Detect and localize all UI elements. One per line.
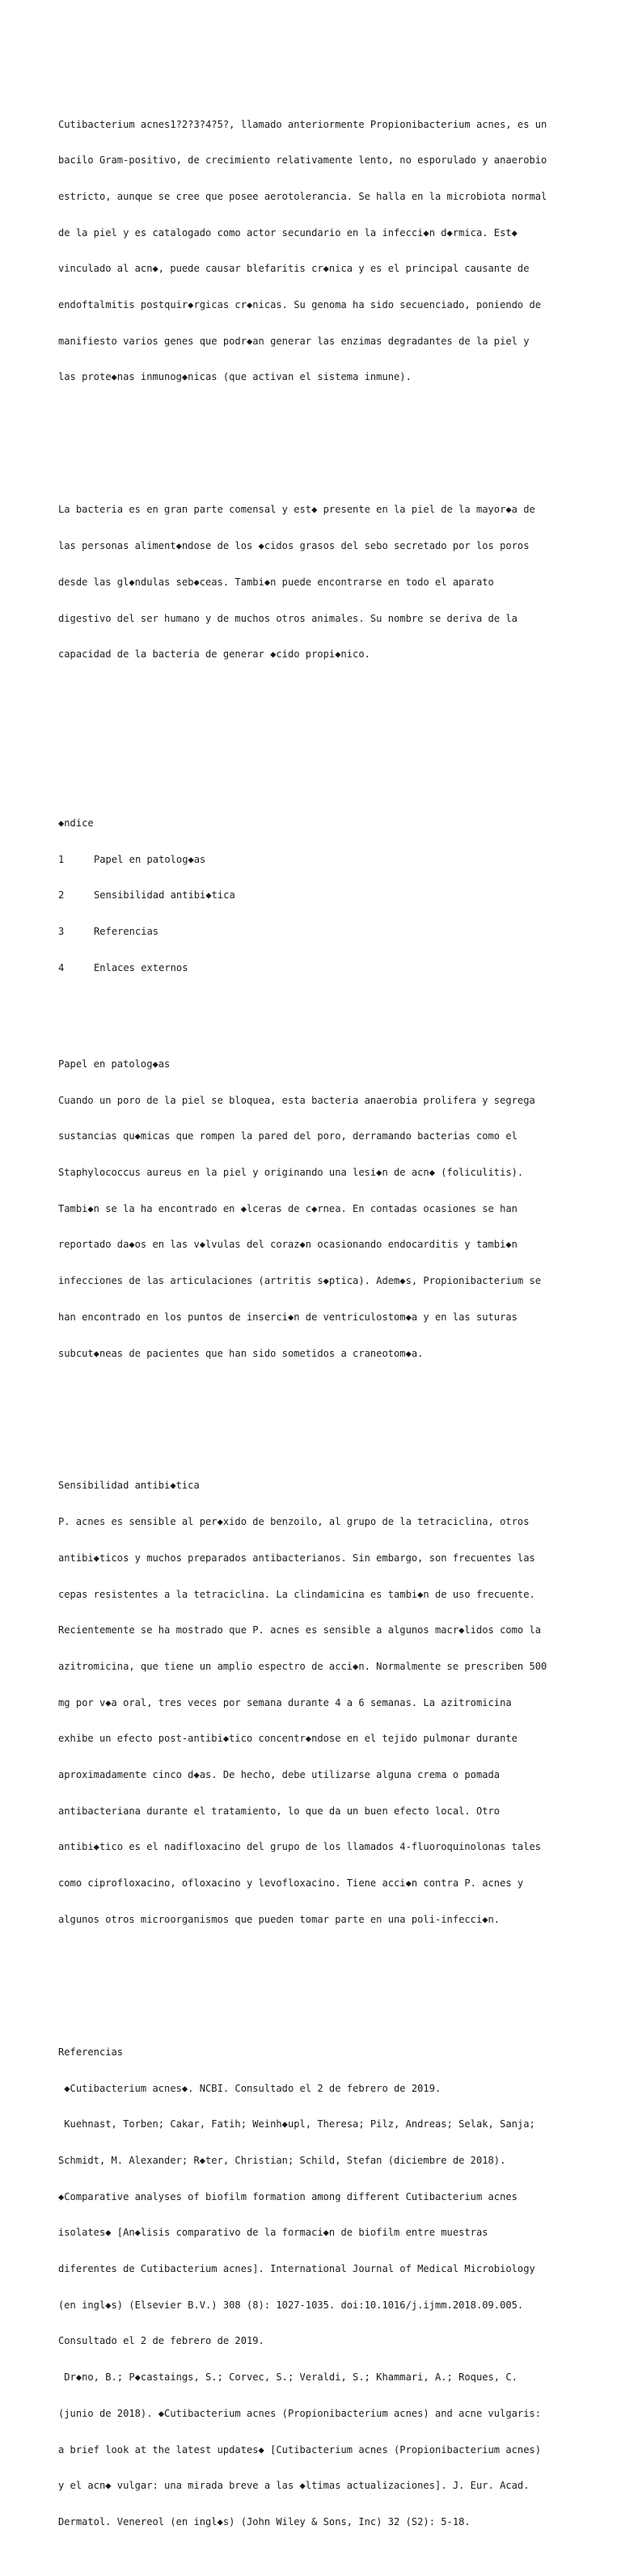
text-line: Recientemente se ha mostrado que P. acnes es sensible a algunos macr◆lidos como la [58,1624,542,1636]
text-line: han encontrado en los puntos de inserci◆n de ventriculostom◆a y en las suturas [58,1311,518,1323]
text-line: bacilo Gram-positivo, de crecimiento relativamente lento, no esporulado y anaerobio [58,154,547,167]
toc-item[interactable] [58,854,576,866]
text-line: manifiesto varios genes que podr◆an generar las enzimas degradantes de la piel y [58,335,530,347]
toc-item[interactable] [58,926,576,938]
toc-item-label: Sensibilidad antibi◆tica [94,889,235,902]
text-line: antibi◆ticos y muchos preparados antibacterianos. Sin embargo, son frecuentes las [58,1552,535,1564]
toc-item-label: Enlaces externos [94,961,188,973]
text-line: Cutibacterium acnes1?2?3?4?5?, llamado anteriormente Propionibacterium acnes, es un [58,118,547,130]
text-line: infecciones de las articulaciones (artritis s◆ptica). Adem◆s, Propionibacterium se [58,1275,542,1287]
text-line: mg por v◆a oral, tres veces por semana durante 4 a 6 semanas. La azitromicina [58,1696,512,1708]
toc-item[interactable] [58,962,576,974]
intro-paragraph-2 [58,480,576,685]
section-heading: Papel en patolog◆as [58,1058,171,1070]
text-line: Staphylococcus aureus en la piel y originando una lesi◆n de acn◆ (foliculitis). [58,1167,524,1178]
reference-line: Consultado el 2 de febrero de 2019. [58,2335,264,2347]
toc-item-label: Referencias [94,925,159,937]
reference-line: Dermatol. Venereol (en ingl◆s) (John Wiley & Sons, Inc) 32 (S2): 5-18. [58,2515,471,2527]
section-patologias [58,1034,576,1383]
table-of-contents [58,793,576,998]
toc-item-number: 4 [58,961,65,973]
text-line: estricto, aunque se cree que posee aerotolerancia. Se halla en la microbiota normal [58,190,547,202]
spacer [58,745,576,757]
text-line: cepas resistentes a la tetraciclina. La clindamicina es tambi◆n de uso frecuente. [58,1588,535,1600]
text-line: sustancias qu◆micas que rompen la pared del poro, derramando bacterias como el [58,1130,518,1142]
section-heading: Referencias [58,2046,124,2058]
text-line: como ciprofloxacino, ofloxacino y levofloxacino. Tiene acci◆n contra P. acnes y [58,1877,524,1890]
text-line: capacidad de la bacteria de generar ◆cido propi◆nico. [58,648,370,661]
text-line: las personas aliment◆ndose de los ◆cidos grasos del sebo secretado por los poros [58,540,530,552]
reference-line: diferentes de Cutibacterium acnes]. International Journal of Medical Microbiology [58,2263,535,2275]
text-line: La bacteria es en gran parte comensal y est◆ presente en la piel de la mayor◆a de [58,504,535,516]
text-line: subcut◆neas de pacientes que han sido sometidos a craneotom◆a. [58,1347,424,1359]
toc-title: ◆ndice [58,817,94,829]
reference-line: a brief look at the latest updates◆ [Cutibacterium acnes (Propionibacterium acnes) [58,2443,542,2456]
toc-item-number: 2 [58,889,65,902]
reference-line: (junio de 2018). ◆Cutibacterium acnes (Propionibacterium acnes) and acne vulgaris: [58,2407,542,2419]
reference-line: ◆Comparative analyses of biofilm formation among different Cutibacterium acnes [58,2190,518,2202]
text-line: aproximadamente cinco d◆as. De hecho, debe utilizarse alguna crema o pomada [58,1769,501,1781]
section-referencias [58,2022,576,2553]
document-page [58,58,576,2576]
spacer [58,709,576,721]
reference-line: Dr◆no, B.; P◆castaings, S.; Corvec, S.; Veraldi, S.; Khammari, A.; Roques, C. [58,2371,518,2384]
text-line: exhibe un efecto post-antibi◆tico concentr◆ndose en el tejido pulmonar durante [58,1733,518,1745]
text-line: reportado da◆os en las v◆lvulas del coraz◆n ocasionando endocarditis y tambi◆n [58,1239,518,1251]
text-line: de la piel y es catalogado como actor secundario en la infecci◆n d◆rmica. Est◆ [58,226,518,239]
text-line: Tambi◆n se la ha encontrado en ◆lceras de c◆rnea. En contadas ocasiones se han [58,1202,518,1214]
text-line: Cuando un poro de la piel se bloquea, esta bacteria anaerobia prolifera y segrega [58,1094,535,1106]
text-line: endoftalmitis postquir◆rgicas cr◆nicas. Su genoma ha sido secuenciado, poniendo de [58,299,542,311]
toc-item-label: Papel en patolog◆as [94,853,206,865]
reference-line: y el acn◆ vulgar: una mirada breve a las ◆ltimas actualizaciones]. J. Eur. Acad. [58,2480,530,2492]
toc-item[interactable] [58,889,576,902]
reference-line: ◆Cutibacterium acnes◆. NCBI. Consultado el 2 de febrero de 2019. [58,2082,441,2094]
text-line: desde las gl◆ndulas seb◆ceas. Tambi◆n puede encontrarse en todo el aparato [58,576,494,588]
text-line: vinculado al acn◆, puede causar blefaritis cr◆nica y es el principal causante de [58,263,530,275]
text-line: P. acnes es sensible al per◆xido de benzoilo, al grupo de la tetraciclina, otros [58,1516,530,1528]
spacer [58,432,576,444]
reference-line: Kuehnast, Torben; Cakar, Fatih; Weinh◆upl, Theresa; Pilz, Andreas; Selak, Sanja; [58,2118,535,2130]
reference-line: (en ingl◆s) (Elsevier B.V.) 308 (8): 1027-1035. doi:10.1016/j.ijmm.2018.09.005. [58,2299,524,2311]
text-line: las prote◆nas inmunog◆nicas (que activan el sistema inmune). [58,371,412,383]
text-line: antibi◆tico es el nadifloxacino del grupo de los llamados 4-fluoroquinolonas tales [58,1841,542,1853]
toc-item-number: 1 [58,853,65,865]
text-line: azitromicina, que tiene un amplio espectro de acci◆n. Normalmente se prescriben 500 [58,1660,547,1672]
text-line: digestivo del ser humano y de muchos otros animales. Su nombre se deriva de la [58,612,518,624]
reference-line: Schmidt, M. Alexander; R◆ter, Christian; Schild, Stefan (diciembre de 2018). [58,2154,506,2166]
toc-item-number: 3 [58,925,65,937]
section-heading: Sensibilidad antibi◆tica [58,1480,200,1492]
section-sensibilidad [58,1456,576,1950]
reference-line: isolates◆ [An◆lisis comparativo de la formaci◆n de biofilm entre muestras [58,2227,488,2239]
text-line: antibacteriana durante el tratamiento, lo que da un buen efecto local. Otro [58,1805,501,1817]
text-line: algunos otros microorganismos que pueden tomar parte en una poli-infecci◆n. [58,1913,501,1925]
intro-paragraph-1 [58,95,576,408]
spacer [58,1408,576,1420]
spacer [58,1974,576,1986]
